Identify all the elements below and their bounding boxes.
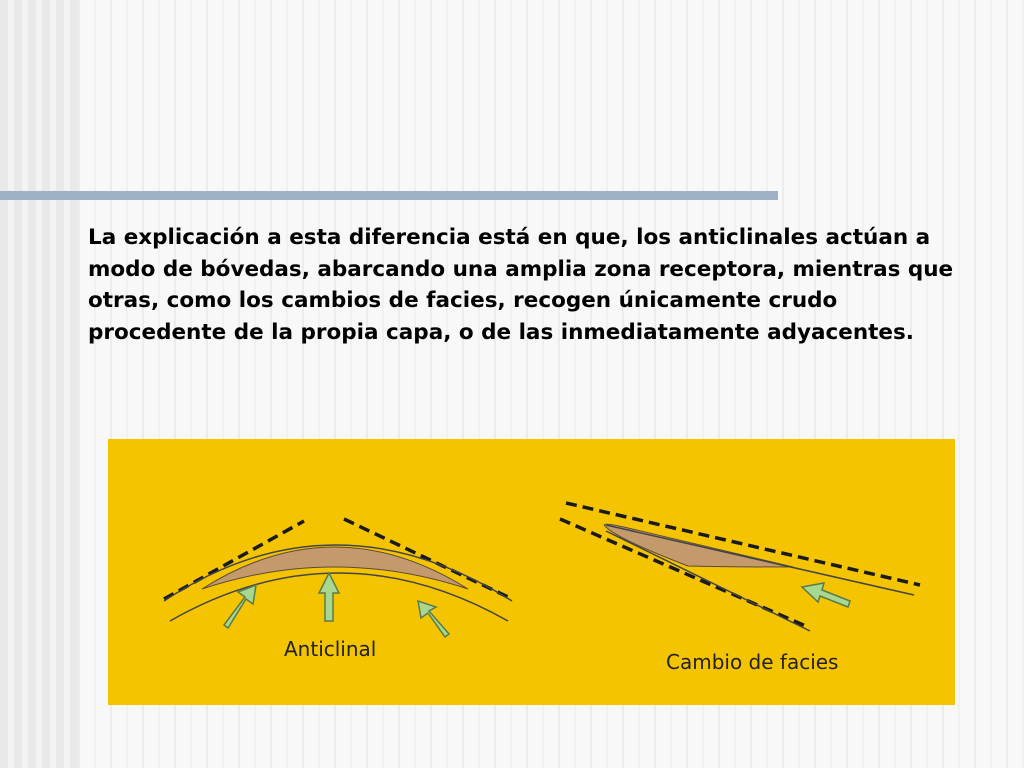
facies-label: Cambio de facies xyxy=(666,650,839,674)
body-paragraph: La explicación a esta diferencia está en que, los anticlinales actúan a modo de bóvedas, abarcando una amplia zona receptora, mientras que otras, como los cambios de facies, recogen únicamente crudo procedente de la propia capa, o de las inmediatamente adyacentes. xyxy=(88,225,954,345)
facies-seal-upper xyxy=(566,503,920,585)
facies-seal-lower xyxy=(560,519,808,627)
anticline-arrow-right xyxy=(418,601,449,637)
trap-diagram-svg xyxy=(108,439,955,705)
facies-diagram xyxy=(560,503,920,674)
anticline-label: Anticlinal xyxy=(284,637,377,661)
facies-upper-bed xyxy=(606,525,914,595)
facies-arrow xyxy=(802,583,850,607)
trap-diagram xyxy=(108,439,955,705)
anticline-arrow-center xyxy=(319,573,339,621)
left-stripe-band xyxy=(0,0,78,768)
anticline-diagram xyxy=(164,519,512,661)
title-rule xyxy=(0,191,778,200)
facies-lower-bed xyxy=(606,531,810,631)
anticline-arrow-left xyxy=(224,585,256,628)
anticline-reservoir xyxy=(202,547,468,589)
